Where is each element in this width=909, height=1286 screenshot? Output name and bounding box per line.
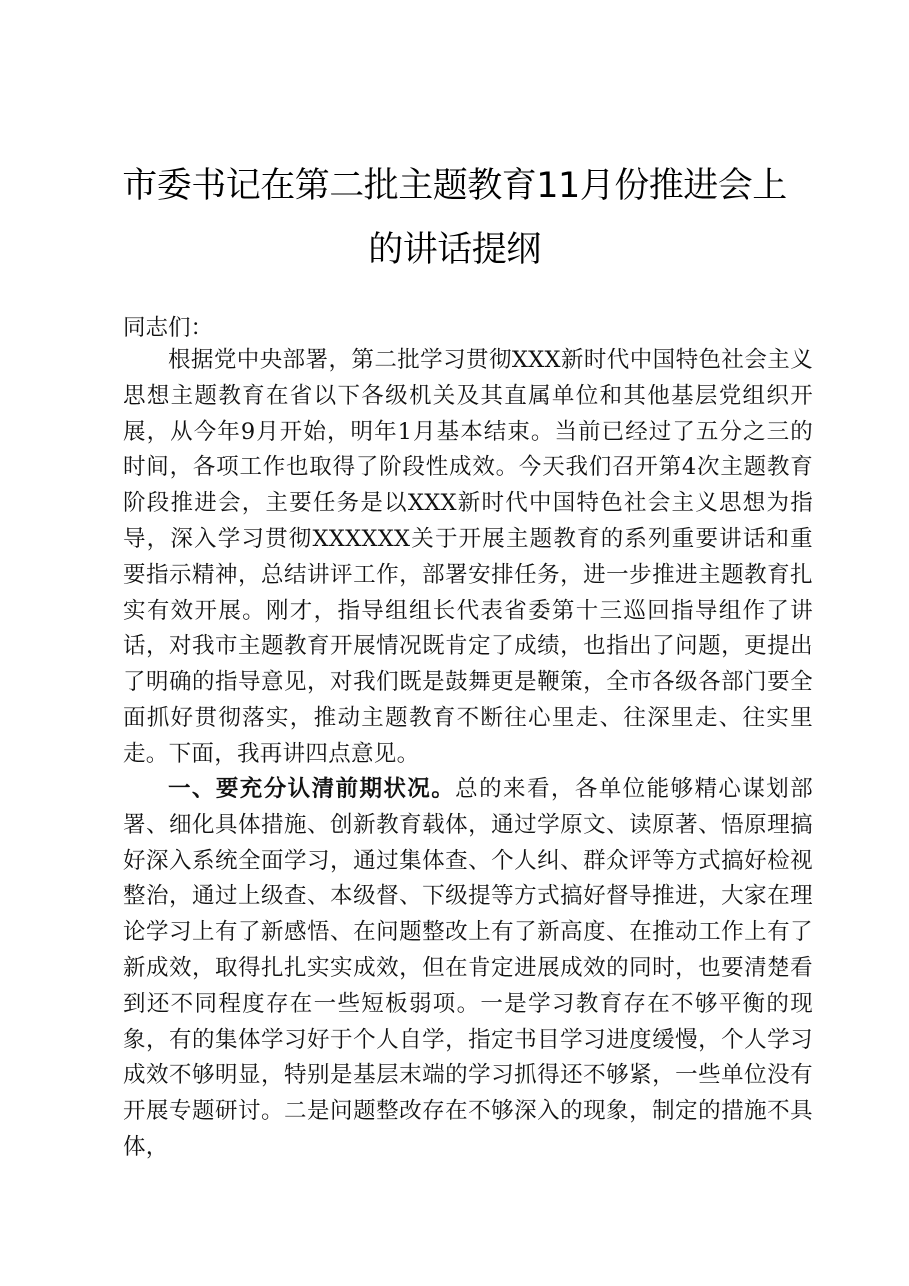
document-title-line-2: 的讲话提纲: [368, 230, 541, 270]
paragraph-intro-text: 根据党中央部署，第二批学习贯彻XXX新时代中国特色社会主义思想主题教育在省以下各级机关及其直属单位和其他基层党组织开展，从今年9月开始，明年1月基本结束。当前已经过了五分之三的时间，各项工作也取得了阶段性成效。今天我们召开第4次主题教育阶段推进会，主要任务是以XXX新时代中国特色社会主义思想为指导，深入学习贯彻XXXXXX关于开展主题教育的系列重要讲话和重要指示精神，总结讲评工作，部署安排任务，进一步推进主题教育扎实有效开展。刚才，指导组组长代表省委第十三巡回指导组作了讲话，对我市主题教育开展情况既肯定了成绩，也指出了问题，更提出了明确的指导意见，对我们既是鼓舞更是鞭策，全市各级各部门要全面抓好贯彻落实，推动主题教育不断往心里走、往深里走、往实里走。下面，我再讲四点意见。: [123, 347, 813, 767]
section-1-body: 总的来看，各单位能够精心谋划部署、细化具体措施、创新教育载体，通过学原文、读原著、悟原理搞好深入系统全面学习，通过集体查、个人纠、群众评等方式搞好检视整治，通过上级查、本级督、下级提等方式搞好督导推进，大家在理论学习上有了新感悟、在问题整改上有了新高度、在推动工作上有了新成效，取得扎扎实实成效，但在肯定进展成效的同时，也要清楚看到还不同程度存在一些短板弱项。一是学习教育存在不够平衡的现象，有的集体学习好于个人自学，指定书目学习进度缓慢，个人学习成效不够明显，特别是基层末端的学习抓得还不够紧，一些单位没有开展专题研讨。二是问题整改存在不够深入的现象，制定的措施不具体，: [123, 776, 813, 1160]
paragraph-section-1: [123, 772, 813, 1166]
section-1-heading: 一、要充分认清前期状况。: [168, 776, 456, 802]
paragraph-intro: [123, 343, 813, 773]
document-title-line-1: 市委书记在第二批主题教育11月份推进会上: [122, 166, 787, 206]
salutation: 同志们：: [123, 315, 214, 341]
paragraph-section-1-text: [123, 772, 813, 1166]
